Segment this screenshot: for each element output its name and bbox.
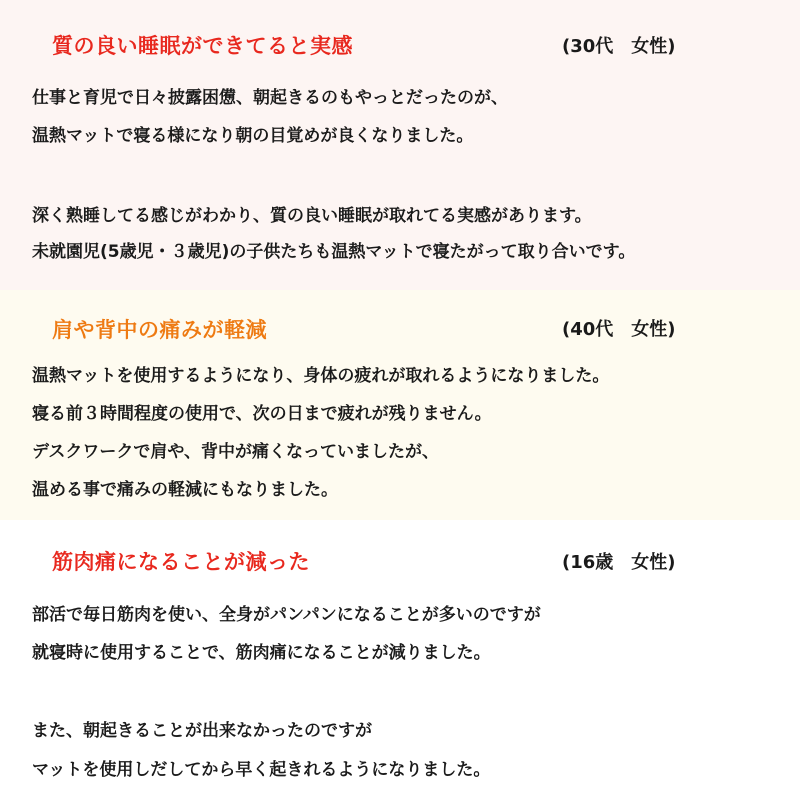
testimonial-line: マットを使用しだしてから早く起きれるようになりました。: [32, 760, 491, 780]
testimonial-age: (30代 女性): [562, 36, 676, 57]
testimonial-1: [0, 0, 800, 290]
testimonial-age: (40代 女性): [562, 319, 676, 340]
testimonial-line: デスクワークで肩や、背中が痛くなっていましたが、: [32, 442, 439, 462]
testimonial-3: [0, 520, 800, 800]
testimonial-title: 肩や背中の痛みが軽減: [52, 318, 267, 342]
testimonial-age: (16歳 女性): [562, 552, 676, 573]
testimonial-line: 部活で毎日筋肉を使い、全身がパンパンになることが多いのですが: [32, 605, 541, 625]
testimonial-title: 筋肉痛になることが減った: [52, 550, 310, 574]
testimonial-line: また、朝起きることが出来なかったのですが: [32, 721, 372, 741]
testimonial-line: 温熱マットを使用するようになり、身体の疲れが取れるようになりました。: [32, 366, 610, 386]
testimonial-line: 温める事で痛みの軽減にもなりました。: [32, 480, 338, 500]
testimonial-line: 就寝時に使用することで、筋肉痛になることが減りました。: [32, 643, 491, 663]
testimonial-line: 未就園児(5歳児・３歳児)の子供たちも温熱マットで寝たがって取り合いです。: [32, 242, 636, 262]
testimonial-line: 仕事と育児で日々披露困憊、朝起きるのもやっとだったのが、: [32, 88, 508, 108]
testimonial-title: 質の良い睡眠ができてると実感: [52, 34, 353, 58]
testimonial-line: 温熱マットで寝る様になり朝の目覚めが良くなりました。: [32, 126, 474, 146]
testimonial-line: 寝る前３時間程度の使用で、次の日まで疲れが残りません。: [32, 404, 492, 424]
testimonial-line: 深く熟睡してる感じがわかり、質の良い睡眠が取れてる実感があります。: [32, 206, 592, 226]
testimonial-2: [0, 290, 800, 520]
